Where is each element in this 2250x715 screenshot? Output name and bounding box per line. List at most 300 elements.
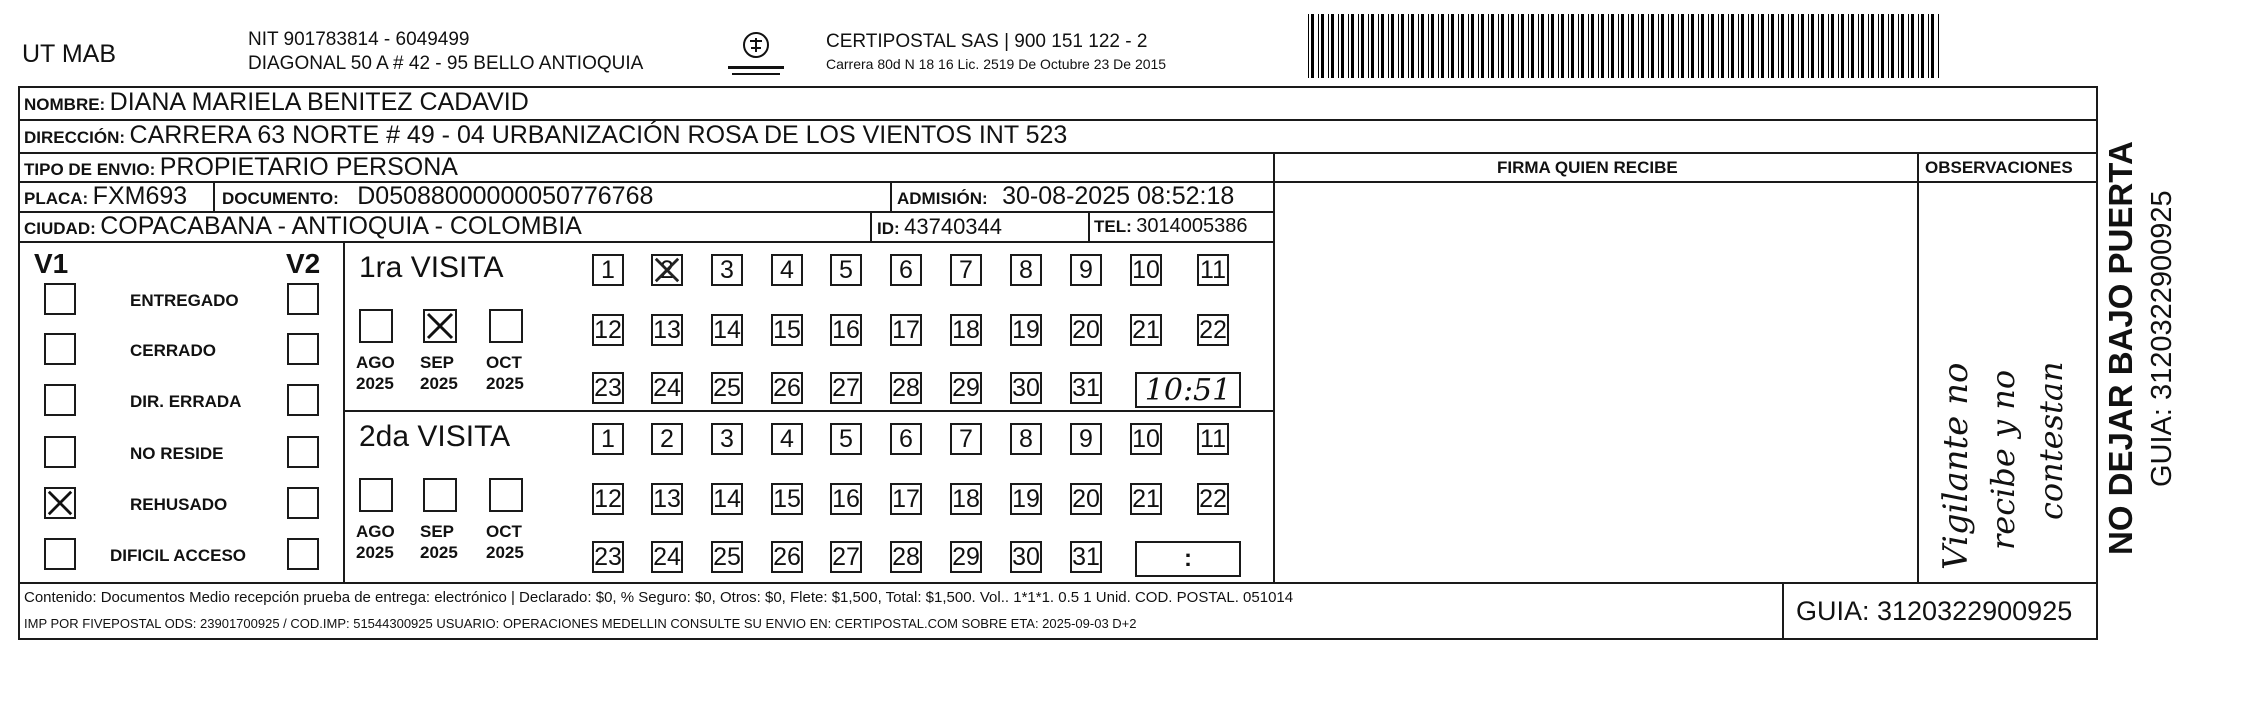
day-17-box[interactable] (890, 314, 922, 346)
barcode-bar (1678, 14, 1679, 78)
day-number: 23 (594, 373, 622, 402)
day-number: 8 (1019, 424, 1033, 453)
day-29-box[interactable] (950, 541, 982, 573)
day-1-box[interactable] (592, 423, 624, 455)
v1-checkbox[interactable] (44, 436, 76, 468)
day-11-box[interactable] (1197, 254, 1229, 286)
day-22-box[interactable] (1197, 483, 1229, 515)
barcode-bar (1511, 14, 1514, 78)
barcode-bar (1481, 14, 1484, 78)
day-number: 30 (1012, 542, 1040, 571)
day-2-box[interactable] (651, 254, 683, 286)
barcode-bar (1408, 14, 1409, 78)
day-number: 24 (653, 373, 681, 402)
barcode-bar (1711, 14, 1714, 78)
barcode-bar (1661, 14, 1664, 78)
barcode-bar (1701, 14, 1704, 78)
year-label: 2025 (486, 543, 524, 562)
day-number: 7 (959, 424, 973, 453)
barcode-bar (1438, 14, 1439, 78)
day-number: 9 (1079, 255, 1093, 284)
day-number: 8 (1019, 255, 1033, 284)
barcode-bar (1788, 14, 1789, 78)
barcode-bar (1851, 14, 1854, 78)
barcode-bar (1728, 14, 1729, 78)
time-value: 10:51 (1144, 372, 1232, 408)
v2-checkbox[interactable] (287, 487, 319, 519)
day-6-box[interactable] (890, 254, 922, 286)
day-number: 17 (892, 484, 920, 513)
barcode-bar (1611, 14, 1614, 78)
barcode-bar (1588, 14, 1589, 78)
tel-value: 3014005386 (1136, 215, 1248, 237)
documento-label: DOCUMENTO: (222, 189, 339, 208)
v1-label: V1 (34, 248, 69, 279)
nombre-label: NOMBRE: (24, 95, 106, 114)
day-number: 6 (899, 424, 913, 453)
day-number: 21 (1132, 484, 1160, 513)
day-26-box[interactable] (771, 541, 803, 573)
day-number: 2 (660, 424, 674, 453)
observaciones-header: OBSERVACIONES (1925, 158, 2073, 177)
v1-checkbox[interactable] (44, 487, 76, 519)
barcode-bar (1381, 14, 1384, 78)
status-label: DIFICIL ACCESO (110, 546, 247, 565)
barcode-bar (1861, 14, 1864, 78)
day-number: 28 (892, 373, 920, 402)
day-number: 16 (832, 484, 860, 513)
visit-title: 2da VISITA (359, 420, 511, 453)
day-1-box[interactable] (592, 254, 624, 286)
barcode-bar (1698, 14, 1699, 78)
day-3-box[interactable] (711, 254, 743, 286)
day-number: 19 (1012, 484, 1040, 513)
day-28-box[interactable] (890, 372, 922, 404)
barcode-bar (1848, 14, 1849, 78)
v2-checkbox[interactable] (287, 384, 319, 416)
day-16-box[interactable] (830, 483, 862, 515)
barcode-bar (1658, 14, 1659, 78)
day-25-box[interactable] (711, 541, 743, 573)
barcode-bar (1808, 14, 1809, 78)
barcode-bar (1638, 14, 1639, 78)
day-18-box[interactable] (950, 483, 982, 515)
day-4-box[interactable] (771, 423, 803, 455)
barcode-bar (1821, 14, 1824, 78)
barcode-bar (1908, 14, 1909, 78)
day-29-box[interactable] (950, 372, 982, 404)
barcode-bar (1761, 14, 1764, 78)
year-label: 2025 (356, 543, 394, 562)
tel-label: TEL: (1094, 217, 1132, 236)
barcode-bar (1738, 14, 1739, 78)
footer-print-info: IMP POR FIVEPOSTAL ODS: 23901700925 / COD.IMP: 51544300925 USUARIO: OPERACIONES MEDELLIN CONSULTE SU ENVIO EN: CERTIPOSTAL.COM SOBRE ETA: 2025-09-03 D+2 (24, 616, 1137, 631)
barcode-bar (1458, 14, 1459, 78)
day-30-box[interactable] (1010, 372, 1042, 404)
day-27-box[interactable] (830, 372, 862, 404)
barcode-bar (1628, 14, 1629, 78)
barcode-bar (1898, 14, 1899, 78)
barcode-bar (1341, 14, 1344, 78)
barcode-bar (1648, 14, 1649, 78)
day-number: 30 (1012, 373, 1040, 402)
day-9-box[interactable] (1070, 423, 1102, 455)
year-label: 2025 (420, 543, 458, 562)
id-label: ID: (877, 219, 900, 238)
logo-icon (722, 28, 790, 80)
barcode-bar (1928, 14, 1929, 78)
barcode-bar (1461, 14, 1464, 78)
time-field[interactable] (1135, 541, 1241, 577)
barcode-bar (1818, 14, 1819, 78)
admision-label: ADMISIÓN: (897, 189, 988, 208)
day-number: 28 (892, 542, 920, 571)
month-checkbox[interactable] (423, 309, 457, 343)
day-5-box[interactable] (830, 423, 862, 455)
v1-checkbox[interactable] (44, 538, 76, 570)
barcode-bar (1378, 14, 1379, 78)
day-number: 2 (660, 255, 674, 284)
barcode-bar (1911, 14, 1914, 78)
day-16-box[interactable] (830, 314, 862, 346)
check-x-mark (46, 489, 74, 517)
barcode-bar (1581, 14, 1584, 78)
barcode-bar (1741, 14, 1744, 78)
barcode-bar (1771, 14, 1774, 78)
v2-checkbox[interactable] (287, 436, 319, 468)
barcode-bar (1331, 14, 1334, 78)
day-6-box[interactable] (890, 423, 922, 455)
barcode-bar (1838, 14, 1839, 78)
barcode-bar (1688, 14, 1689, 78)
day-10-box[interactable] (1130, 423, 1162, 455)
day-14-box[interactable] (711, 314, 743, 346)
barcode-bar (1631, 14, 1634, 78)
barcode-bar (1521, 14, 1524, 78)
barcode-bar (1778, 14, 1779, 78)
day-number: 20 (1072, 484, 1100, 513)
barcode-bar (1411, 14, 1414, 78)
day-number: 26 (773, 542, 801, 571)
day-11-box[interactable] (1197, 423, 1229, 455)
barcode-bar (1781, 14, 1784, 78)
day-number: 13 (653, 315, 681, 344)
day-2-box[interactable] (651, 423, 683, 455)
day-31-box[interactable] (1070, 372, 1102, 404)
day-27-box[interactable] (830, 541, 862, 573)
barcode-bar (1768, 14, 1769, 78)
day-number: 31 (1072, 373, 1100, 402)
month-label: AGO (356, 522, 395, 541)
day-number: 24 (653, 542, 681, 571)
day-26-box[interactable] (771, 372, 803, 404)
barcode-bar (1551, 14, 1554, 78)
v2-label: V2 (286, 248, 321, 279)
month-label: SEP (420, 353, 455, 372)
month-label: AGO (356, 353, 395, 372)
day-12-box[interactable] (592, 483, 624, 515)
year-label: 2025 (356, 374, 394, 393)
day-15-box[interactable] (771, 483, 803, 515)
day-30-box[interactable] (1010, 541, 1042, 573)
day-10-box[interactable] (1130, 254, 1162, 286)
day-number: 10 (1132, 424, 1160, 453)
id-value: 43740344 (904, 214, 1003, 239)
day-number: 10 (1132, 255, 1160, 284)
day-number: 4 (780, 255, 794, 284)
admision-value: 30-08-2025 08:52:18 (1002, 182, 1235, 210)
day-20-box[interactable] (1070, 483, 1102, 515)
day-number: 9 (1079, 424, 1093, 453)
barcode-bar (1748, 14, 1749, 78)
year-label: 2025 (486, 374, 524, 393)
barcode-bar (1391, 14, 1394, 78)
day-14-box[interactable] (711, 483, 743, 515)
day-number: 29 (952, 373, 980, 402)
barcode-bar (1351, 14, 1354, 78)
barcode-bar (1498, 14, 1499, 78)
courier-license: Carrera 80d N 18 16 Lic. 2519 De Octubre 23 De 2015 (826, 56, 1167, 72)
day-21-box[interactable] (1130, 314, 1162, 346)
day-19-box[interactable] (1010, 483, 1042, 515)
barcode-bar (1591, 14, 1594, 78)
day-22-box[interactable] (1197, 314, 1229, 346)
tipo-envio-label: TIPO DE ENVIO: (24, 160, 156, 179)
courier-name: CERTIPOSTAL SAS | 900 151 122 - 2 (826, 31, 1148, 52)
barcode-bar (1531, 14, 1534, 78)
day-24-box[interactable] (651, 541, 683, 573)
day-number: 20 (1072, 315, 1100, 344)
barcode-bar (1681, 14, 1684, 78)
v2-checkbox[interactable] (287, 538, 319, 570)
side-guia: GUIA: 3120322900925 (2146, 190, 2178, 487)
day-number: 27 (832, 373, 860, 402)
documento-value: D05088000000050776768 (357, 182, 654, 210)
day-number: 1 (601, 255, 615, 284)
month-label: OCT (486, 522, 522, 541)
barcode-bar (1871, 14, 1874, 78)
day-23-box[interactable] (592, 372, 624, 404)
day-25-box[interactable] (711, 372, 743, 404)
barcode-bar (1501, 14, 1504, 78)
barcode-bar (1448, 14, 1449, 78)
day-number: 22 (1199, 484, 1227, 513)
barcode-bar (1578, 14, 1579, 78)
v1-checkbox[interactable] (44, 333, 76, 365)
v1-checkbox[interactable] (44, 384, 76, 416)
barcode-bar (1398, 14, 1399, 78)
barcode-bar (1401, 14, 1404, 78)
day-number: 17 (892, 315, 920, 344)
v2-checkbox[interactable] (287, 283, 319, 315)
footer-content: Contenido: Documentos Medio recepción prueba de entrega: electrónico | Declarado: $0, % Seguro: $0, Otros: $0, Flete: $1,500, Total: $1,500. Vol.. 1*1*1. 0.5 1 Unid. COD. POSTAL. 051014 (24, 589, 1294, 606)
barcode-bar (1418, 14, 1419, 78)
barcode-bar (1798, 14, 1799, 78)
barcode-bar (1841, 14, 1844, 78)
barcode-bar (1791, 14, 1794, 78)
day-number: 13 (653, 484, 681, 513)
day-7-box[interactable] (950, 423, 982, 455)
day-12-box[interactable] (592, 314, 624, 346)
observaciones-notes (1925, 190, 2095, 575)
barcode-bar (1608, 14, 1609, 78)
barcode-bar (1468, 14, 1469, 78)
nit: NIT 901783814 - 6049499 (248, 29, 470, 50)
day-number: 5 (839, 255, 853, 284)
barcode-bar (1931, 14, 1934, 78)
check-x-mark (653, 256, 681, 284)
day-4-box[interactable] (771, 254, 803, 286)
barcode-bar (1731, 14, 1734, 78)
barcode-bar (1668, 14, 1669, 78)
visit-title: 1ra VISITA (359, 251, 504, 284)
barcode-bar (1508, 14, 1509, 78)
barcode-bar (1708, 14, 1709, 78)
month-label: OCT (486, 353, 522, 372)
day-24-box[interactable] (651, 372, 683, 404)
barcode (1308, 14, 1944, 78)
barcode-icon (1308, 14, 1944, 78)
day-number: 18 (952, 315, 980, 344)
nombre-value: DIANA MARIELA BENITEZ CADAVID (109, 88, 529, 116)
day-number: 5 (839, 424, 853, 453)
day-20-box[interactable] (1070, 314, 1102, 346)
placa-label: PLACA: (24, 189, 89, 208)
check-x-mark (425, 311, 455, 341)
day-number: 16 (832, 315, 860, 344)
day-number: 18 (952, 484, 980, 513)
day-5-box[interactable] (830, 254, 862, 286)
observaciones-line: recibe y no (1984, 369, 2022, 550)
barcode-bar (1568, 14, 1569, 78)
company-name: UT MAB (22, 40, 116, 68)
day-3-box[interactable] (711, 423, 743, 455)
v2-checkbox[interactable] (287, 333, 319, 365)
time-field[interactable] (1135, 372, 1241, 408)
barcode-bar (1921, 14, 1924, 78)
barcode-bar (1368, 14, 1369, 78)
placa-value: FXM693 (92, 182, 188, 210)
day-number: 14 (713, 484, 741, 513)
day-number: 31 (1072, 542, 1100, 571)
month-checkbox[interactable] (359, 478, 393, 512)
day-number: 1 (601, 424, 615, 453)
certipostal-logo (722, 28, 790, 80)
day-15-box[interactable] (771, 314, 803, 346)
barcode-bar (1421, 14, 1424, 78)
year-label: 2025 (420, 374, 458, 393)
barcode-bar (1721, 14, 1724, 78)
month-label: SEP (420, 522, 455, 541)
barcode-bar (1828, 14, 1829, 78)
status-label: CERRADO (130, 341, 216, 360)
barcode-bar (1318, 14, 1319, 78)
day-number: 11 (1200, 255, 1226, 284)
barcode-bar (1601, 14, 1604, 78)
direccion-value: CARRERA 63 NORTE # 49 - 04 URBANIZACIÓN ROSA DE LOS VIENTOS INT 523 (129, 121, 1068, 149)
day-number: 15 (773, 315, 801, 344)
barcode-bar (1938, 14, 1939, 78)
barcode-bar (1451, 14, 1454, 78)
day-13-box[interactable] (651, 314, 683, 346)
barcode-bar (1758, 14, 1759, 78)
barcode-bar (1751, 14, 1754, 78)
day-number: 23 (594, 542, 622, 571)
barcode-bar (1621, 14, 1624, 78)
time-value: : (1184, 545, 1192, 572)
firma-header: FIRMA QUIEN RECIBE (1497, 158, 1678, 177)
barcode-bar (1321, 14, 1324, 78)
day-8-box[interactable] (1010, 254, 1042, 286)
barcode-bar (1618, 14, 1619, 78)
month-checkbox[interactable] (489, 309, 523, 343)
month-checkbox[interactable] (423, 478, 457, 512)
day-17-box[interactable] (890, 483, 922, 515)
day-7-box[interactable] (950, 254, 982, 286)
month-checkbox[interactable] (359, 309, 393, 343)
observaciones-line: contestan (2032, 361, 2070, 520)
day-number: 3 (720, 424, 734, 453)
barcode-bar (1831, 14, 1834, 78)
status-label: NO RESIDE (130, 444, 224, 463)
day-number: 21 (1132, 315, 1160, 344)
barcode-bar (1428, 14, 1429, 78)
day-21-box[interactable] (1130, 483, 1162, 515)
barcode-bar (1641, 14, 1644, 78)
day-number: 19 (1012, 315, 1040, 344)
day-number: 12 (594, 484, 622, 513)
barcode-bar (1651, 14, 1654, 78)
barcode-bar (1388, 14, 1389, 78)
barcode-bar (1918, 14, 1919, 78)
day-19-box[interactable] (1010, 314, 1042, 346)
day-31-box[interactable] (1070, 541, 1102, 573)
barcode-bar (1371, 14, 1374, 78)
footer-guia: GUIA: 3120322900925 (1796, 596, 2073, 626)
barcode-bar (1888, 14, 1889, 78)
barcode-bar (1541, 14, 1544, 78)
barcode-bar (1718, 14, 1719, 78)
barcode-bar (1801, 14, 1804, 78)
barcode-bar (1858, 14, 1859, 78)
day-9-box[interactable] (1070, 254, 1102, 286)
barcode-bar (1358, 14, 1359, 78)
day-18-box[interactable] (950, 314, 982, 346)
barcode-bar (1891, 14, 1894, 78)
barcode-bar (1478, 14, 1479, 78)
barcode-bar (1338, 14, 1339, 78)
barcode-bar (1488, 14, 1489, 78)
month-checkbox[interactable] (489, 478, 523, 512)
barcode-bar (1361, 14, 1364, 78)
barcode-bar (1811, 14, 1814, 78)
day-23-box[interactable] (592, 541, 624, 573)
day-number: 3 (720, 255, 734, 284)
barcode-bar (1881, 14, 1884, 78)
barcode-bar (1308, 14, 1309, 78)
day-number: 7 (959, 255, 973, 284)
barcode-bar (1491, 14, 1494, 78)
day-28-box[interactable] (890, 541, 922, 573)
barcode-bar (1311, 14, 1314, 78)
barcode-bar (1431, 14, 1434, 78)
v1-checkbox[interactable] (44, 283, 76, 315)
day-number: 11 (1200, 424, 1226, 453)
day-number: 12 (594, 315, 622, 344)
day-number: 29 (952, 542, 980, 571)
day-13-box[interactable] (651, 483, 683, 515)
day-8-box[interactable] (1010, 423, 1042, 455)
